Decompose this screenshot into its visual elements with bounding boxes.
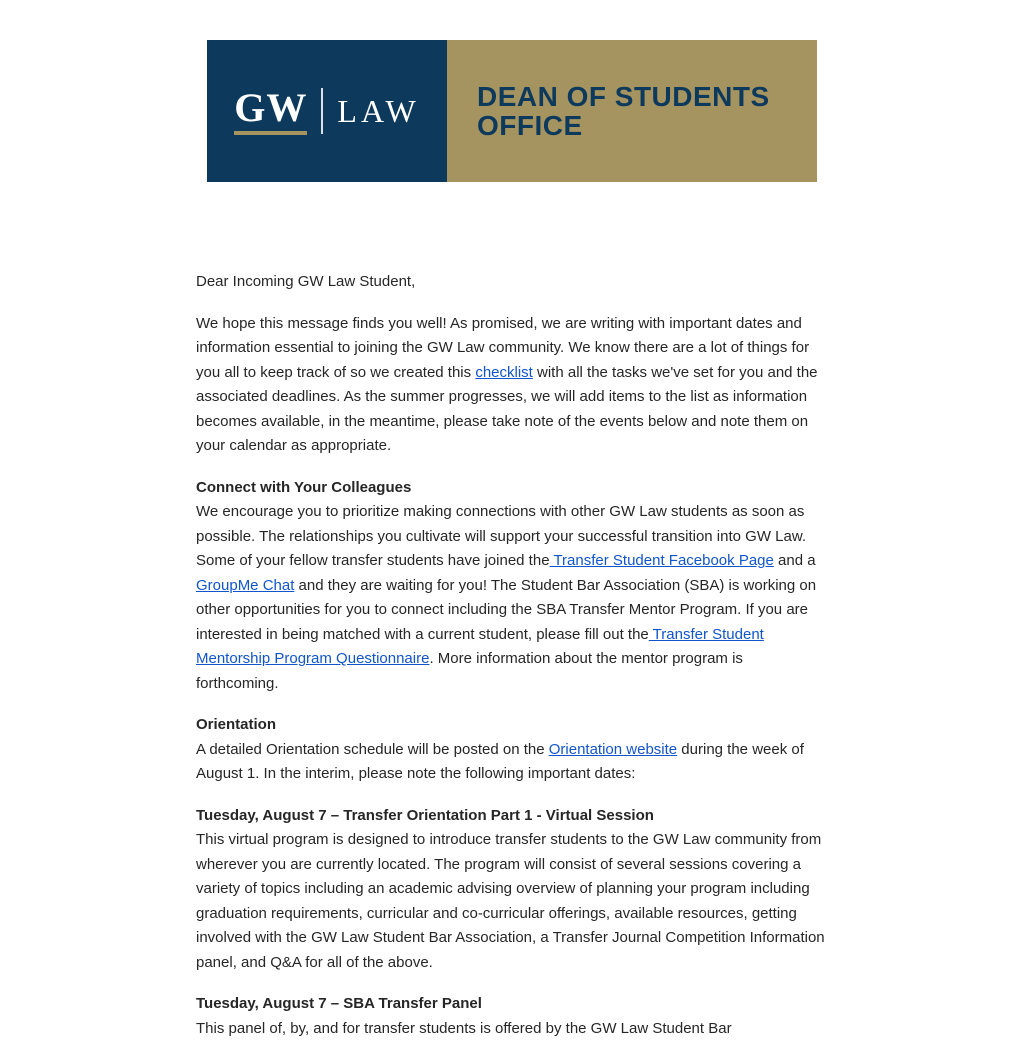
transfer-student-facebook-page-link[interactable]: Transfer Student Facebook Page <box>549 552 774 569</box>
email-page <box>0 40 1024 1064</box>
connect-heading <box>196 476 828 501</box>
text-segment: and they are waiting for you! The Student Bar Association (SBA) is working on other opportunities for you to connect including the SBA Transfer Mentor Program. If you are interested in being matched with a current student, please fill out the <box>196 576 817 643</box>
header-banner <box>207 40 817 182</box>
office-title-line2: OFFICE <box>477 110 583 141</box>
groupme-chat-link[interactable]: GroupMe Chat <box>196 576 295 594</box>
intro-paragraph <box>196 312 828 459</box>
text-segment: We hope this message finds you well! As promised, we are writing with important dates and information essential to joining the GW Law community. We know there are a lot of things for you all to keep track of so we created this <box>196 314 810 381</box>
text-segment: and a <box>773 552 816 569</box>
text-segment: during the week of August 1. In the interim, please note the following important dates: <box>196 740 804 782</box>
connect-paragraph <box>196 500 828 696</box>
office-banner <box>447 40 817 182</box>
text-segment: We encourage you to prioritize making connections with other GW Law students as soon as possible. The relationships you cultivate will support your successful transition into GW Law. Some of your fellow transfer students have joined the <box>196 503 807 569</box>
office-title-line1: DEAN OF STUDENTS <box>477 80 770 112</box>
text-segment: A detailed Orientation schedule will be posted on the <box>196 740 549 758</box>
text-segment: . More information about the mentor program is forthcoming. <box>196 650 743 692</box>
logo-divider <box>321 88 323 134</box>
text-segment: Dear Incoming GW Law Student, <box>196 273 416 290</box>
orientation-website-link[interactable]: Orientation website <box>548 740 678 758</box>
virtual-session-heading <box>196 804 828 829</box>
text-segment: with all the tasks we've set for you and the associated deadlines. As the summer progresses, we will add items to the list as information becomes available, in the meantime, please take note of the events below and note them on your calendar as appropriate. <box>196 363 818 454</box>
gw-law-logo-row <box>234 84 420 135</box>
gw-monogram <box>234 84 308 135</box>
orientation-heading <box>196 713 828 738</box>
text-segment: Tuesday, August 7 – Transfer Orientation Part 1 - Virtual Session <box>196 806 654 824</box>
gold-rule <box>234 131 307 135</box>
text-segment: Connect with Your Colleagues <box>196 478 412 496</box>
mentorship-program-questionnaire-link[interactable]: Transfer Student Mentorship Program Questionnaire <box>196 625 764 667</box>
orientation-paragraph <box>196 738 828 787</box>
text-segment: Orientation <box>196 716 277 733</box>
text-segment: This virtual program is designed to introduce transfer students to the GW Law community from wherever you are currently located. The program will consist of several sessions covering a variety of topics including an academic advising overview of planning your program including graduation requirements, curricular and co-curricular offerings, available resources, getting involved with the GW Law Student Bar Association, a Transfer Journal Competition Information panel, and Q&A for all of the above. <box>196 831 825 971</box>
email-body <box>196 270 828 1041</box>
gw-monogram-text: GW <box>234 84 308 130</box>
law-wordmark: LAW <box>337 92 420 129</box>
sba-panel-paragraph <box>196 1017 828 1042</box>
checklist-link[interactable]: checklist <box>475 363 533 381</box>
greeting <box>196 270 828 295</box>
text-segment: Tuesday, August 7 – SBA Transfer Panel <box>196 995 482 1012</box>
text-segment: This panel of, by, and for transfer students is offered by the GW Law Student Bar <box>196 1019 732 1037</box>
virtual-session-paragraph <box>196 828 828 975</box>
gw-law-logo <box>207 40 447 182</box>
sba-panel-heading <box>196 992 828 1017</box>
